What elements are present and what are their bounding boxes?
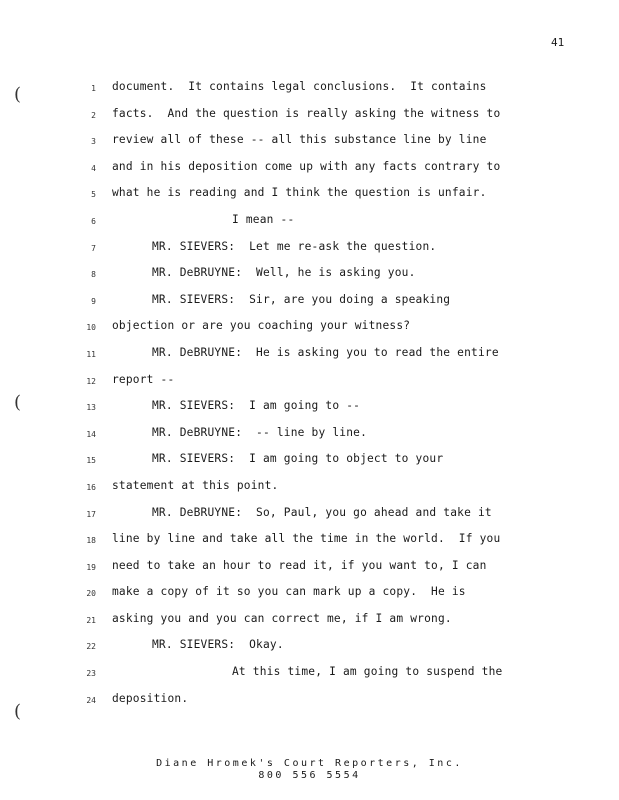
line-number: 24 — [86, 695, 96, 705]
transcript-line — [0, 506, 619, 533]
line-text: MR. DeBRUYNE: -- line by line. — [152, 425, 367, 439]
transcript-line — [0, 665, 619, 692]
transcript-line — [0, 213, 619, 240]
line-text: MR. SIEVERS: Sir, are you doing a speaking — [152, 292, 451, 306]
line-text: At this time, I am going to suspend the — [232, 665, 503, 679]
line-text: need to take an hour to read it, if you want to, I can — [112, 558, 487, 572]
line-text: MR. DeBRUYNE: So, Paul, you go ahead and take it — [152, 505, 492, 519]
transcript-line — [0, 186, 619, 213]
line-text: report -- — [112, 372, 175, 386]
line-text: MR. SIEVERS: I am going to object to your — [152, 452, 444, 466]
transcript-body — [0, 80, 619, 718]
line-number: 12 — [86, 376, 96, 386]
line-number: 19 — [86, 562, 96, 572]
binder-hole-mark: ( — [14, 392, 22, 413]
line-number: 7 — [91, 243, 96, 253]
line-number: 10 — [86, 323, 96, 333]
line-text: MR. SIEVERS: Okay. — [152, 638, 284, 652]
line-text: I mean -- — [232, 212, 295, 226]
line-number: 20 — [86, 589, 96, 599]
line-number: 17 — [86, 509, 96, 519]
line-number: 3 — [91, 137, 96, 147]
line-text: MR. DeBRUYNE: Well, he is asking you. — [152, 266, 416, 280]
transcript-line — [0, 266, 619, 293]
line-number: 21 — [86, 615, 96, 625]
line-number: 6 — [91, 216, 96, 226]
footer-phone: 800 556 5554 — [258, 770, 361, 781]
transcript-line — [0, 452, 619, 479]
line-number: 4 — [91, 163, 96, 173]
transcript-line — [0, 107, 619, 134]
line-text: MR. SIEVERS: Let me re-ask the question. — [152, 239, 437, 253]
line-number: 15 — [86, 456, 96, 466]
transcript-line — [0, 479, 619, 506]
transcript-line — [0, 532, 619, 559]
transcript-line — [0, 80, 619, 107]
line-number: 22 — [86, 642, 96, 652]
transcript-line — [0, 373, 619, 400]
transcript-line — [0, 559, 619, 586]
line-number: 5 — [91, 190, 96, 200]
line-text: MR. SIEVERS: I am going to -- — [152, 399, 361, 413]
transcript-line — [0, 612, 619, 639]
transcript-line — [0, 638, 619, 665]
line-number: 14 — [86, 429, 96, 439]
line-text: objection or are you coaching your witness? — [112, 319, 411, 333]
line-number: 2 — [91, 110, 96, 120]
page-number: 41 — [551, 36, 565, 49]
transcript-line — [0, 293, 619, 320]
line-text: line by line and take all the time in the world. If you — [112, 532, 501, 546]
line-text: review all of these -- all this substance line by line — [112, 133, 487, 147]
line-text: what he is reading and I think the question is unfair. — [112, 186, 487, 200]
line-text: deposition. — [112, 691, 189, 705]
line-text: statement at this point. — [112, 478, 279, 492]
transcript-line — [0, 346, 619, 373]
transcript-line — [0, 160, 619, 187]
transcript-line — [0, 399, 619, 426]
line-text: asking you and you can correct me, if I am wrong. — [112, 611, 452, 625]
transcript-line — [0, 133, 619, 160]
binder-hole-mark: ( — [14, 701, 22, 722]
line-text: and in his deposition come up with any facts contrary to — [112, 159, 501, 173]
transcript-line — [0, 319, 619, 346]
line-number: 13 — [86, 403, 96, 413]
line-number: 23 — [86, 669, 96, 679]
transcript-line — [0, 240, 619, 267]
line-text: document. It contains legal conclusions. It contains — [112, 80, 487, 93]
line-text: make a copy of it so you can mark up a copy. He is — [112, 585, 466, 599]
line-number: 16 — [86, 482, 96, 492]
line-number: 9 — [91, 296, 96, 306]
transcript-line — [0, 426, 619, 453]
binder-hole-mark: ( — [14, 84, 22, 105]
line-number: 11 — [86, 349, 96, 359]
line-number: 1 — [91, 84, 96, 93]
transcript-line — [0, 585, 619, 612]
line-text: facts. And the question is really asking the witness to — [112, 106, 501, 120]
transcript-line — [0, 691, 619, 722]
line-number: 18 — [86, 536, 96, 546]
line-text: MR. DeBRUYNE: He is asking you to read the entire — [152, 345, 499, 359]
line-number: 8 — [91, 270, 96, 280]
footer-reporter: Diane Hromek's Court Reporters, Inc. — [156, 758, 463, 769]
